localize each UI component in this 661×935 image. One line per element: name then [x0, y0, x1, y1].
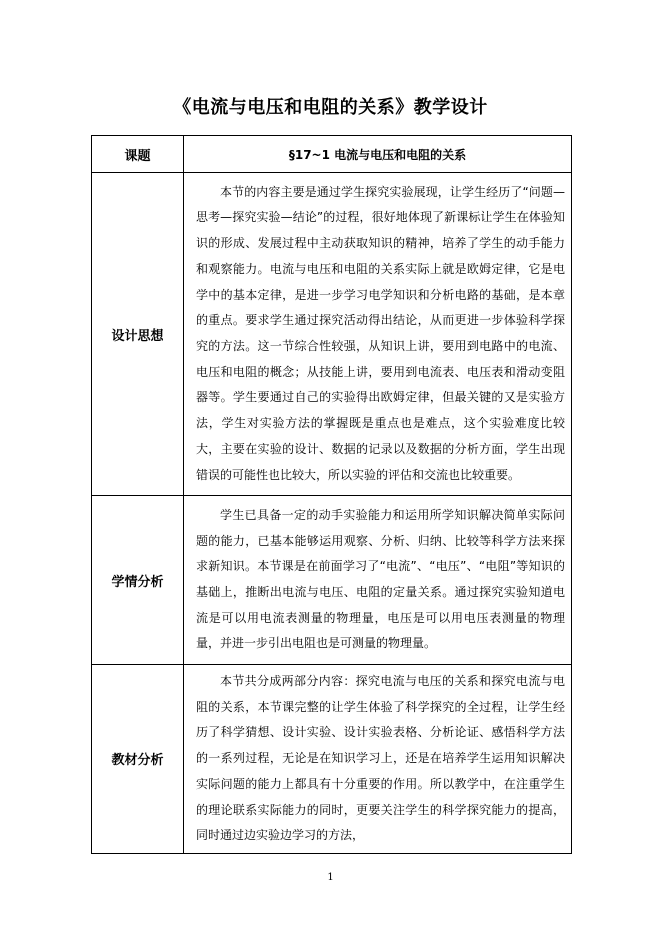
design-idea-text: 本节的内容主要是通过学生探究实验展现，让学生经历了“问题—思考—探究实验—结论”的过程，很好地体现了新课标让学生在体验知识的形成、发展过程中主动获取知识的精神，培养了学生的动手能力和观察能力。电流与电压和电阻的关系实际上就是欧姆定律，它是电学中的基本定律，是进一步学习电学知识和分析电路的基础，是本章的重点。要求学生通过探究活动得出结论，从而更进一步体验科学探究的方法。这一节综合性较强，从知识上讲，要用到电路中的电流、电压和电阻的概念；从技能上讲，要用到电流表、电压表和滑动变阻器等。学生要通过自己的实验得出欧姆定律，但最关键的又是实验方法，学生对实验方法的掌握既是重点也是难点，这个实验难度比较大，主要在实验的设计、数据的记录以及数据的分析方面，学生出现错误的可能性也比较大，所以实验的评估和交流也比较重要。: [196, 184, 565, 482]
lesson-plan-table: [91, 135, 572, 854]
topic-label: 课题: [92, 136, 184, 173]
design-idea-cell: [184, 173, 572, 496]
table-row-textbook-analysis: [92, 665, 572, 854]
textbook-analysis-text: 本节共分成两部分内容：探究电流与电压的关系和探究电流与电阻的关系，本节课完整的让学生体验了科学探究的全过程，让学生经历了科学猜想、设计实验、设计实验表格、分析论证、感悟科学方法的一系列过程，无论是在知识学习上，还是在培养学生运用知识解决实际问题的能力上都具有十分重要的作用。所以教学中，在注重学生的理论联系实际能力的同时，更要关注学生的科学探究能力的提高，同时通过边实验边学习的方法，: [196, 674, 565, 843]
design-idea-label: 设计思想: [92, 173, 184, 496]
textbook-analysis-cell: [184, 665, 572, 854]
learner-analysis-cell: [184, 496, 572, 665]
learner-analysis-text: 学生已具备一定的动手实验能力和运用所学知识解决简单实际问题的能力，已基本能够运用观察、分析、归纳、比较等科学方法来探求新知识。本节课是在前面学习了“电流”、“电压”、“电阻”等知识的基础上，推断出电流与电压、电阻的定量关系。通过探究实验知道电流是可以用电流表测量的物理量，电压是可以用电压表测量的物理量，并进一步引出电阻也是可测量的物理量。: [196, 507, 565, 651]
table-row-learner-analysis: [92, 496, 572, 665]
document-title: 《电流与电压和电阻的关系》教学设计: [173, 97, 488, 118]
table-row-design-idea: [92, 173, 572, 496]
page-number: 1: [327, 872, 334, 883]
topic-value: §17~1 电流与电压和电阻的关系: [184, 136, 572, 173]
table-row-topic: [92, 136, 572, 173]
learner-analysis-label: 学情分析: [92, 496, 184, 665]
textbook-analysis-label: 教材分析: [92, 665, 184, 854]
